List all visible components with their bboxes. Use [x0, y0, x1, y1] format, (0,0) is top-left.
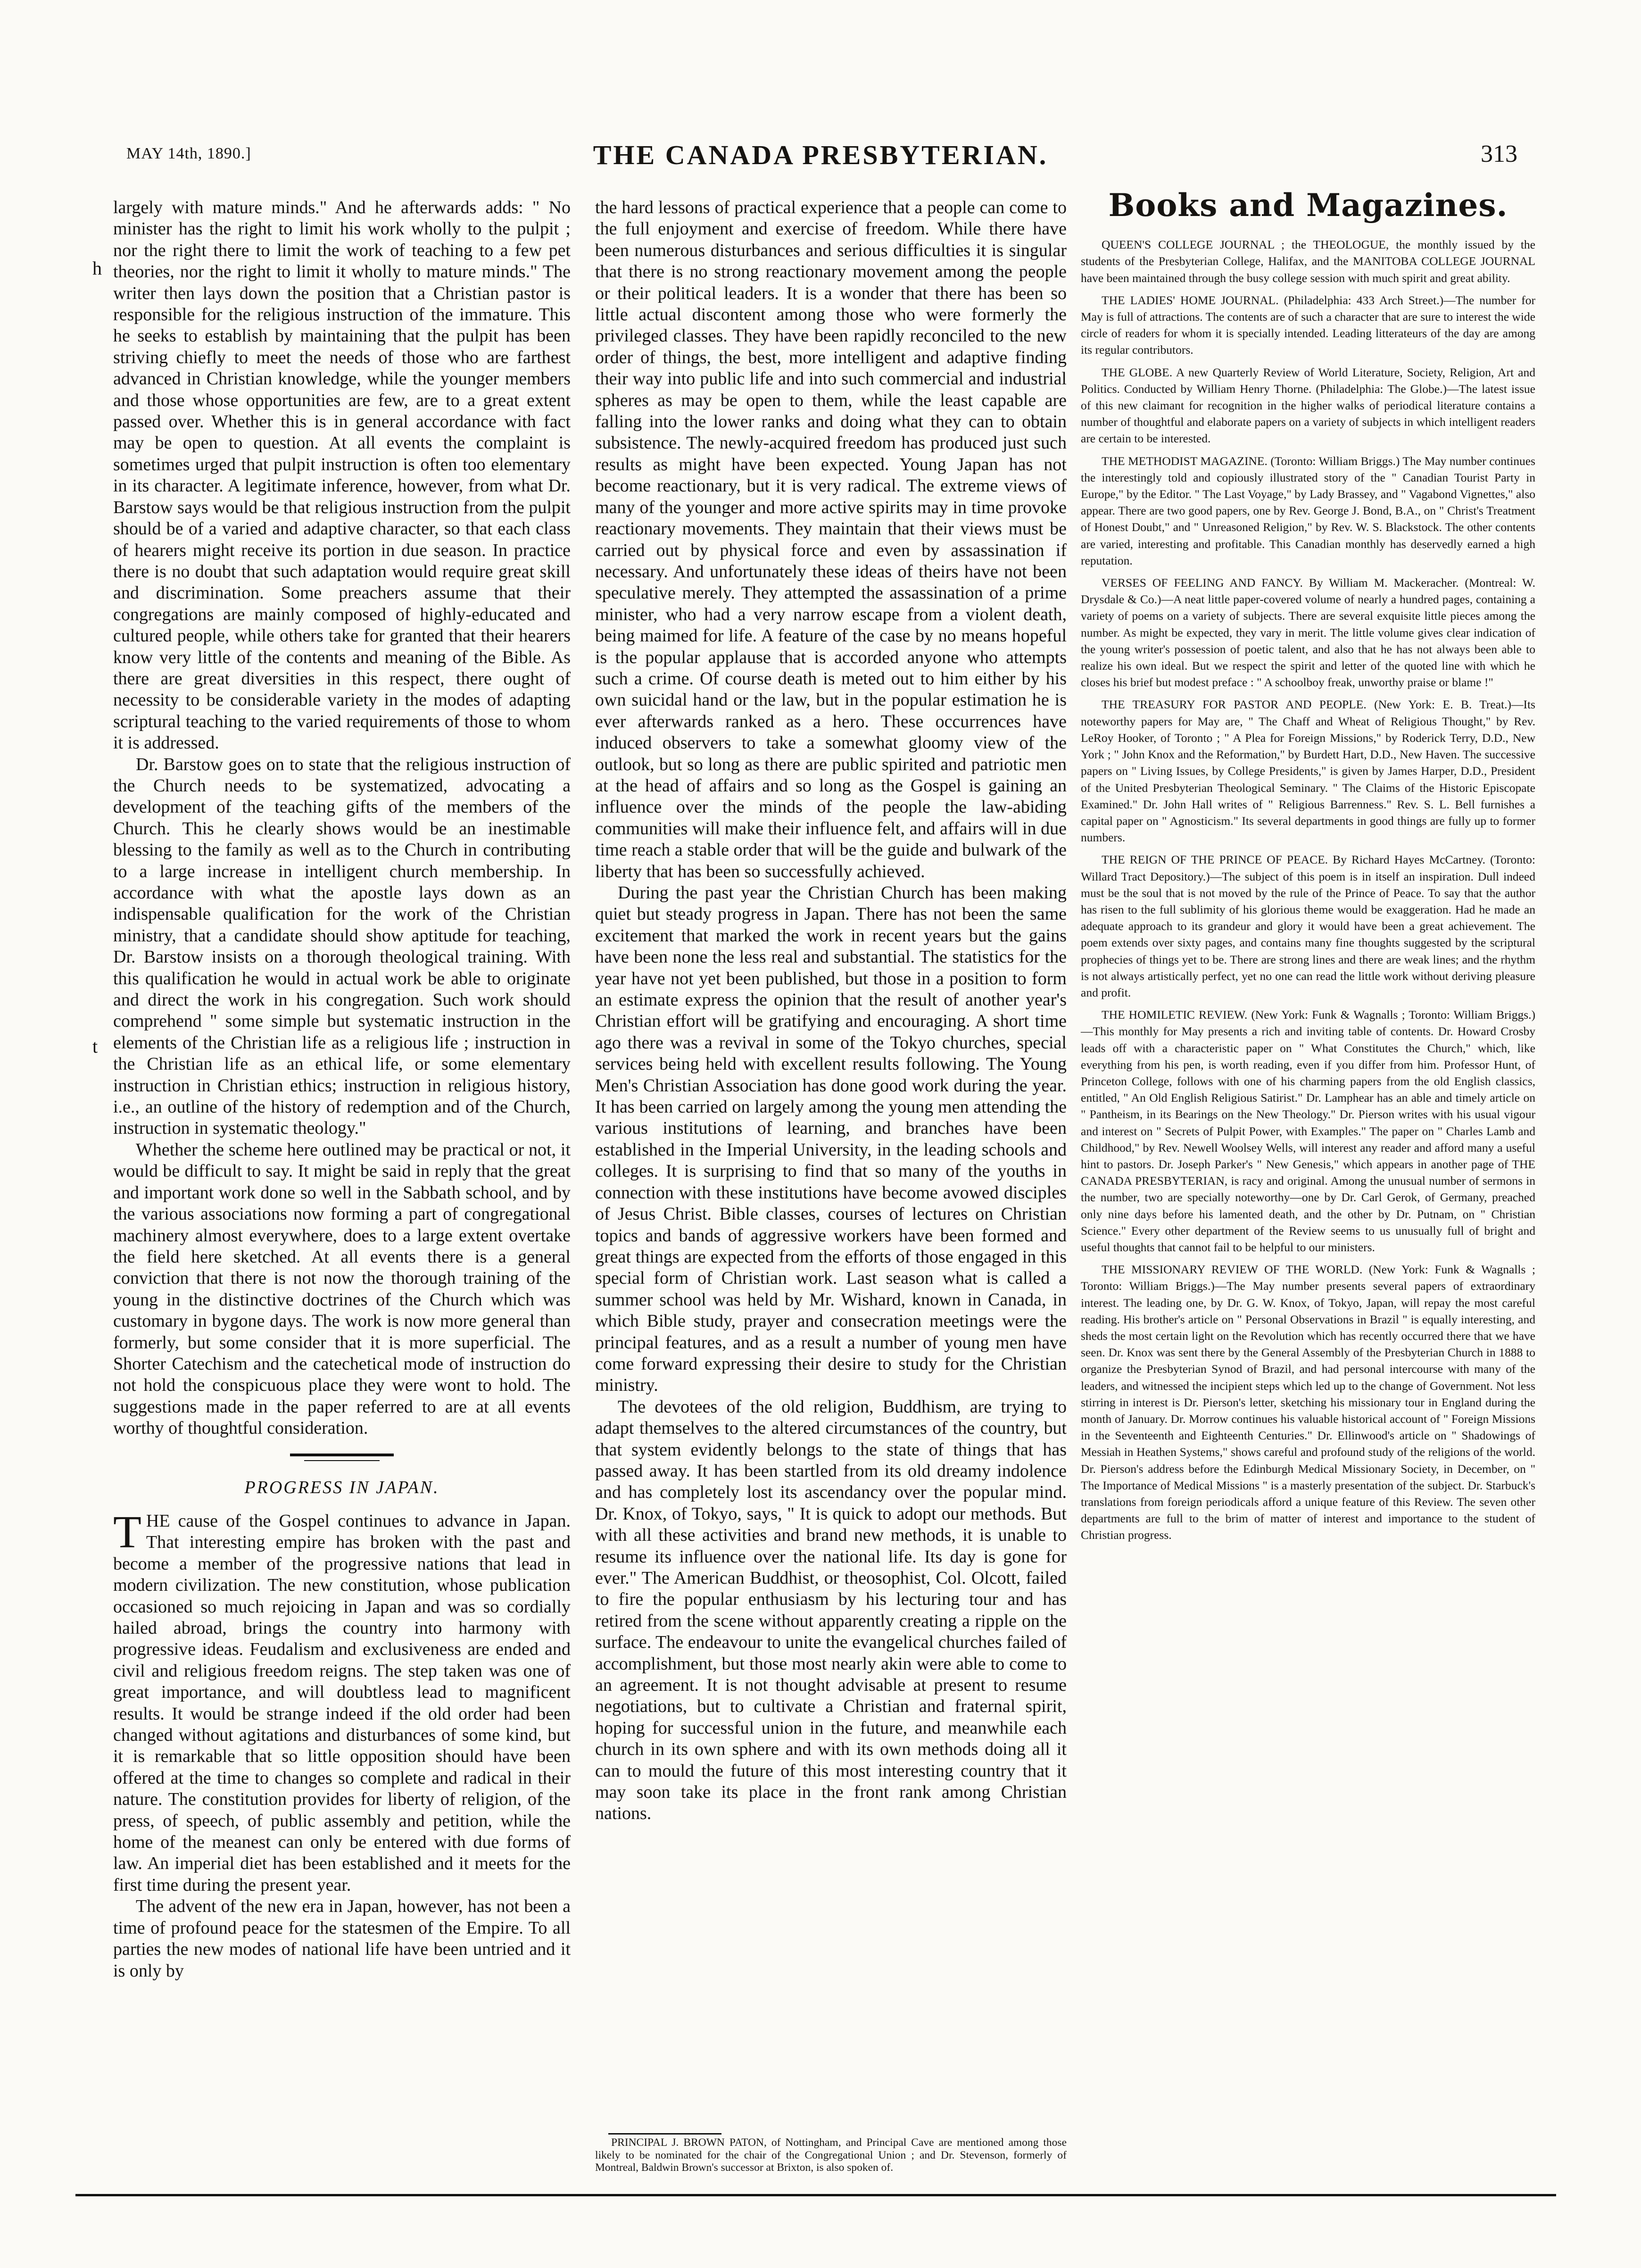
article-paragraph: The devotees of the old religion, Buddhism, are trying to adapt themselves to the altered circumstances of the country, but that system evidently belongs to the state of things that has passed away. It has been startled from its old dreamy indolence and has completely lost its ascendancy over the popular mind. Dr. Knox, of Tokyo, says, " It is quick to adopt our methods. But with all these activities and brand new methods, it is unable to resume its influence over the national life. Its day is gone for ever." The American Buddhist, or theosophist, Col. Olcott, failed to fire the popular enthusiasm by his lecturing tour and has retired from the scene without apparently creating a ripple on the surface. The endeavour to unite the evangelical churches failed of accomplishment, but those most nearly akin were able to come to an agreement. It is not thought advisable at present to resume negotiations, but to cultivate a Christian and fraternal spirit, hoping for successful union in the future, and meanwhile each church in its own sphere and with its own methods doing all it can to mould the future of this most interesting country that it may soon take its place in the front rank among Christian nations.: [595, 1396, 1067, 1824]
review-entry: THE GLOBE. A new Quarterly Review of World Literature, Society, Religion, Art and Politics. Conducted by William Henry Thorne. (Philadelphia: The Globe.)—The latest issue of this new claimant for recognition in the higher walks of periodical literature contains a number of thoughtful and elaborate papers on a variety of subjects in which intelligent readers are certain to be interested.: [1081, 365, 1535, 446]
page-header: [0, 139, 1641, 177]
article-paragraph: largely with mature minds." And he afterwards adds: " No minister has the right to limit his work wholly to the pulpit ; nor the right there to limit the work of teaching to a few pet theories, nor the right to limit it wholly to mature minds." The writer then lays down the position that a Christian pastor is responsible for the religious instruction of the immature. This he seeks to establish by maintaining that the pulpit has been striving chiefly to meet the needs of those who are farthest advanced in Christian knowledge, while the younger members and those whose opportunities are few, are to a great extent passed over. Whether this is in general accordance with fact may be open to question. At all events the complaint is sometimes urged that pulpit instruction is often too elementary in its character. A legitimate inference, however, from what Dr. Barstow says would be that religious instruction from the pulpit should be of a varied and adaptive character, so that each class of hearers might receive its portion in due season. In practice there is no doubt that such adaptation would require great skill and discrimination. Some preachers assume that their congregations are mainly composed of highly-educated and cultured people, while others take for granted that their hearers know very little of the contents and meaning of the Bible. As there are great diversities in this respect, there ought of necessity to be considerable variety in the modes of adapting scriptural teaching to the varied requirements of those to whom it is addressed.: [113, 198, 571, 753]
section-divider: [304, 1460, 380, 1461]
margin-mark: t: [92, 1036, 98, 1057]
article-paragraph: Whether the scheme here outlined may be practical or not, it would be difficult to say. It might be said in reply that the great and important work done so well in the Sabbath school, and by the various associations now forming a part of congregational machinery almost everywhere, does to a large extent overtake the field here sketched. At all events there is a general conviction that there is not now the thorough training of the young in the distinctive doctrines of the Church which was customary in bygone days. The work is now more general than formerly, but some consider that it is more superficial. The Shorter Catechism and the catechetical mode of instruction do not hold the conspicuous place they were wont to hold. The suggestions made in the paper referred to are at all events worthy of thoughtful consideration.: [113, 1139, 571, 1438]
page-number: 313: [1481, 141, 1517, 167]
review-entry: THE REIGN OF THE PRINCE OF PEACE. By Richard Hayes McCartney. (Toronto: Willard Tract Depository.)—The subject of this poem is in itself an inspiration. Dull indeed must be the soul that is not moved by the rule of the Prince of Peace. To say that the author has risen to the full sublimity of his glorious theme would be exaggeration. Had he made an adequate approach to its grandeur and glory it would have been a great achievement. The poem extends over sixty pages, and contains many fine thoughts suggested by the scriptural prophecies of things yet to be. There are strong lines and there are weak lines; and the rhythm is not always artistically perfect, yet no one can read the little work without deriving pleasure and profit.: [1081, 853, 1535, 999]
footnote-divider: [608, 2133, 721, 2135]
review-entry: VERSES OF FEELING AND FANCY. By William M. Mackeracher. (Montreal: W. Drysdale & Co.)—A neat little paper-covered volume of nearly a hundred pages, containing a variety of poems on a variety of subjects. There are several exquisite little pieces among the number. As might be expected, they vary in merit. The little volume gives clear indication of the young writer's possession of poetic talent, and also that he has not always been able to realize his own ideal. But we respect the spirit and letter of the quoted line with which he closes his brief but modest preface : " A schoolboy freak, unworthy praise or blame !": [1081, 576, 1535, 690]
article-paragraph: the hard lessons of practical experience that a people can come to the full enjoyment and exercise of freedom. While there have been numerous disturbances and serious difficulties it is singular that there is no strong reactionary movement among the people or their political leaders. It is a wonder that there has been so little actual discontent among those who were formerly the privileged classes. They have been rapidly reconciled to the new order of things, the best, more intelligent and adaptive finding their way into public life and into such commercial and industrial spheres as may be open to them, while the least capable are falling into the lower ranks and doing what they can to obtain subsistence. The newly-acquired freedom has produced just such results as might have been expected. Young Japan has not become reactionary, but it is very radical. The extreme views of many of the younger and more active spirits may in time provoke reactionary movements. They maintain that their views must be carried out by physical force and even by assassination if necessary. And unfortunately these ideas of theirs have not been speculative merely. They attempted the assassination of a prime minister, who had a very narrow escape from a violent death, being maimed for life. A feature of the case by no means hopeful is the popular applause that is accorded anyone who attempts such a crime. Of course death is meted out to him either by his own suicidal hand or the law, but in the popular estimation he is ever afterwards ranked as a hero. These occurrences have induced observers to take a somewhat gloomy view of the outlook, but so long as there are public spirited and patriotic men at the head of affairs and so long as the Gospel is gaining an influence over the minds of the people the law-abiding communities will make their influence felt, and affairs will in due time reach a stable order that will be the guide and bulwark of the liberty that has been so successfully achieved.: [595, 198, 1067, 881]
footnote: [595, 2136, 1067, 2174]
section-heading: Books and Magazines.: [1108, 187, 1508, 224]
section-heading: PROGRESS IN JAPAN.: [244, 1477, 439, 1497]
section-divider: [290, 1454, 394, 1456]
article-paragraph: The advent of the new era in Japan, however, has not been a time of profound peace for the statesmen of the Empire. To all parties the new modes of national life have been untried and it is only by: [113, 1896, 571, 1981]
review-entry: THE METHODIST MAGAZINE. (Toronto: William Briggs.) The May number continues the interestingly told and copiously illustrated story of the " Canadian Tourist Party in Europe," by the Editor. " The Last Voyage," by Lady Brassey, and " Vagabond Vignettes," also appear. There are two good papers, one by Rev. George J. Bond, B.A., on " Christ's Treatment of Honest Doubt," and " Unreasoned Religion," by Rev. W. S. Blackstock. The other contents are varied, interesting and profitable. This Canadian monthly has deservedly earned a high reputation.: [1081, 454, 1535, 567]
books-and-magazines-column: [1081, 187, 1535, 1549]
review-entry: THE HOMILETIC REVIEW. (New York: Funk & Wagnalls ; Toronto: William Briggs.)—This monthly for May presents a rich and inviting table of contents. Dr. Howard Crosby leads off with a characteristic paper on " What Constitutes the Church," which, like everything from his pen, is worth reading, even if you differ from him. Professor Hunt, of Princeton College, follows with one of his charming papers from the old English classics, entitled, " An Old English Religious Satirist." Dr. Lamphear has an able and timely article on " Pantheism, in its Bearings on the New Theology." Dr. Pierson writes with his usual vigour and interest on " Secrets of Pulpit Power, with Examples." The paper on " Charles Lamb and Childhood," by Rev. Newell Woolsey Wells, will interest any reader and afford many a useful hint to pastors. Dr. Joseph Parker's " New Genesis," which appears in another page of THE CANADA PRESBYTERIAN, is racy and original. Among the unusual number of sermons in the number, two are specially noteworthy—one by Dr. Carl Gerok, of Germany, preached only nine days before his lamented death, and the other by Dr. Putnam, on " Christian Science." Every other department of the Review seems to us unusually full of bright and useful thoughts that cannot fail to be helpful to our ministers.: [1081, 1008, 1535, 1254]
article-paragraph: Dr. Barstow goes on to state that the religious instruction of the Church needs to be systematized, advocating a development of the teaching gifts of the members of the Church. This he clearly shows would be an inestimable blessing to the family as well as to the Church in contributing to a large increase in intelligent church membership. In accordance with what the apostle lays down as an indispensable qualification for the work of the Christian ministry, that a candidate should show aptitude for teaching, Dr. Barstow insists on a thorough theological training. With this qualification he would in actual work be able to originate and direct the work in his congregation. Such work should comprehend " some simple but systematic instruction in the elements of the Christian life as a religious life ; instruction in the Christian life as an ethical life, or some elementary instruction in Christian ethics; instruction in religious history, i.e., an outline of the history of redemption and of the Church, instruction in systematic theology.": [113, 754, 571, 1138]
article-column-2: [595, 197, 1067, 1825]
article-paragraph: [113, 1506, 571, 1896]
issue-date: MAY 14th, 1890.]: [126, 145, 251, 162]
drop-cap: T: [113, 1506, 141, 1558]
page-bottom-rule: [75, 2194, 1556, 2196]
review-entry: THE LADIES' HOME JOURNAL. (Philadelphia: 433 Arch Street.)—The number for May is full of attractions. The contents are of such a character that are sure to interest the wide circle of readers for whom it is specially intended. Leading litterateurs of the day are among its regular contributors.: [1081, 293, 1535, 357]
review-entry: THE TREASURY FOR PASTOR AND PEOPLE. (New York: E. B. Treat.)—Its noteworthy papers for May are, " The Chaff and Wheat of Religious Thought," by Rev. LeRoy Hooker, of Toronto ; " A Plea for Foreign Missions," by Roderick Terry, D.D., New York ; " John Knox and the Reformation," by Burdett Hart, D.D., New Haven. The successive papers on " Living Issues, by College Presidents," is given by James Harper, D.D., President of the United Presbyterian Theological Seminary. " The Claims of the Historic Episcopate Examined." Dr. John Hall writes of " Religious Barrenness." Rev. S. L. Bell furnishes a capital paper on " Agnosticism." Its several departments in good things are fully up to former numbers.: [1081, 698, 1535, 845]
article-paragraph: During the past year the Christian Church has been making quiet but steady progress in Japan. There has not been the same excitement that marked the work in recent years but the gains have been none the less real and substantial. The statistics for the year have not yet been published, but those in a position to form an estimate express the opinion that the result of another year's Christian effort will be gratifying and encouraging. A short time ago there was a revival in some of the Tokyo churches, special services being held with excellent results following. The Young Men's Christian Association has done good work during the year. It has been carried on largely among the young men attending the various institutions of learning, and branches have been established in the Imperial University, in the leading schools and colleges. It is surprising to find that so many of the youths in connection with these institutions have become avowed disciples of Jesus Christ. Bible classes, courses of lectures on Christian topics and bands of aggressive workers have been formed and great things are expected from the efforts of those engaged in this special form of Christian work. Last season what is called a summer school was held by Mr. Wishard, known in Canada, in which Bible study, prayer and consecration meetings were the principal features, and as a result a number of young men have come forward expressing their desire to study for the Christian ministry.: [595, 883, 1067, 1396]
margin-mark: h: [92, 258, 102, 279]
footnote-text: PRINCIPAL J. BROWN PATON, of Nottingham, and Principal Cave are mentioned among those likely to be nominated for the chair of the Congregational Union ; and Dr. Stevenson, formerly of Montreal, Baldwin Brown's successor at Brixton, is also spoken of.: [595, 2136, 1067, 2174]
review-entry: THE MISSIONARY REVIEW OF THE WORLD. (New York: Funk & Wagnalls ; Toronto: William Briggs.)—The May number presents several papers of extraordinary interest. The leading one, by Dr. G. W. Knox, of Tokyo, Japan, will repay the most careful reading. His brother's article on " Personal Observations in Brazil " is equally interesting, and sheds the most certain light on the Revolution which has recently occurred there that we have seen. Dr. Knox was sent there by the General Assembly of the Presbyterian Church in 1888 to organize the Presbyterian Synod of Brazil, and had personal intercourse with many of the leaders, and witnessed the incipient steps which led up to the change of Government. Not less stirring in interest is Dr. Pierson's letter, sketching his missionary tour in England during the month of January. Dr. Morrow continues his valuable historical account of " Foreign Missions in the Seventeenth and Eighteenth Centuries." Dr. Ellinwood's article on " Shadowings of Messiah in Heathen Systems," shows careful and profound study of the religions of the world. Dr. Pierson's address before the Edinburgh Medical Missionary Society, in December, on " The Importance of Medical Missions " is a masterly presentation of the subject. Dr. Starbuck's translations from foreign periodicals afford a unique feature of this Review. The seven other departments are full to the brim of matter of interest and importance to the student of Christian progress.: [1081, 1263, 1535, 1542]
review-entry: QUEEN'S COLLEGE JOURNAL ; the THEOLOGUE, the monthly issued by the students of the Presbyterian College, Halifax, and the MANITOBA COLLEGE JOURNAL have been maintained through the busy college session with much spirit and great ability.: [1081, 238, 1535, 285]
newspaper-title: THE CANADA PRESBYTERIAN.: [593, 140, 1048, 170]
article-column-1: [113, 197, 571, 1982]
paragraph-text: HE cause of the Gospel continues to advance in Japan. That interesting empire has broken with the past and become a member of the progressive nations that lead in modern civilization. The new constitution, whose publication occasioned so much rejoicing in Japan and was so cordially hailed abroad, brings the country into harmony with progressive ideas. Feudalism and exclusiveness are ended and civil and religious freedom reigns. The step taken was one of great importance, and will doubtless lead to magnificent results. It would be strange indeed if the old order had been changed without agitations and disturbances of some kind, but it is remarkable that so little opposition should have been offered at the time to changes so complete and radical in their nature. The constitution provides for liberty of religion, of the press, of speech, of public assembly and petition, while the home of the meanest can only be entered with due forms of law. An imperial diet has been established and it meets for the first time during the present year.: [113, 1511, 571, 1895]
